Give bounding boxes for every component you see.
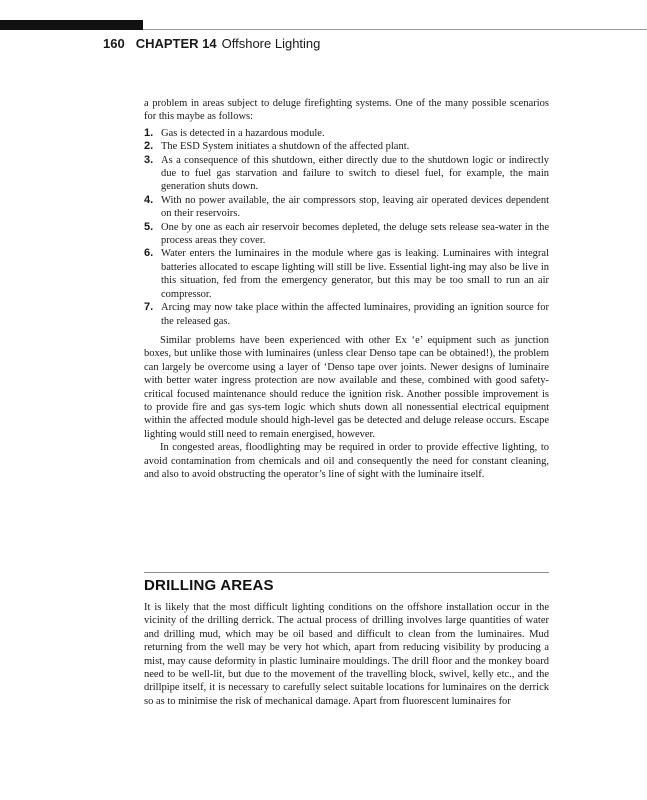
list-item-number: 6. [144, 247, 154, 260]
list-item-number: 7. [144, 301, 154, 314]
section-heading: DRILLING AREAS [144, 577, 274, 594]
list-item [144, 247, 549, 301]
running-header [103, 36, 320, 51]
list-item-text: One by one as each air reservoir becomes depleted, the deluge sets release sea-water in the process areas they cover. [161, 221, 549, 247]
section-rule [144, 572, 549, 573]
list-item-text: As a consequence of this shutdown, either directly due to the shutdown logic or indirectly due to fuel gas starvation and failure to switch to diesel fuel, for example, the main generation shuts down. [161, 154, 549, 193]
list-item [144, 154, 549, 194]
scenario-list [144, 127, 549, 328]
list-item-number: 1. [144, 126, 154, 139]
section-text [144, 601, 549, 708]
list-item [144, 194, 549, 221]
intro-paragraph: a problem in areas subject to deluge firefighting systems. One of the many possible scenarios for this maybe as follows: [144, 98, 549, 123]
list-item [144, 140, 549, 153]
header-bar [0, 20, 143, 30]
list-item [144, 127, 549, 140]
list-item-text: Arcing may now take place within the affected luminaires, providing an ignition source for the released gas. [161, 302, 549, 327]
chapter-title: Offshore Lighting [221, 36, 321, 51]
header-rule [143, 29, 647, 30]
main-text [144, 97, 549, 481]
list-item-number: 3. [144, 153, 154, 166]
list-item-text: Water enters the luminaires in the module where gas is leaking. Luminaires with integral batteries allocated to escape lighting will still be live. Essential light-ing may also be live in this situation, fed from the emergency generator, but this may be too small to run an air compressor. [161, 248, 549, 300]
list-item-text: Gas is detected in a hazardous module. [161, 127, 325, 139]
body-paragraph: In congested areas, floodlighting may be required in order to provide effective lighting, to avoid contamination from chemicals and oil and consequently the need for constant cleaning, and also to avoid obstructing the operator’s line of sight with the luminaire itself. [144, 442, 549, 480]
page-number: 160 [103, 36, 125, 51]
list-item [144, 221, 549, 248]
list-item [144, 301, 549, 328]
list-item-number: 5. [144, 220, 154, 233]
body-paragraph: It is likely that the most difficult lighting conditions on the offshore installation occur in the vicinity of the drilling derrick. The actual process of drilling involves large quantities of water and drilling mud, which may be oil based and difficult to clean from the luminaires. Mud returning from the well may be very hot which, apart from reducing visibility by producing a mist, may cause deformity in plastic luminaire mouldings. The drill floor and the monkey board need to be well-lit, but due to the movement of the travelling block, swivel, kelly etc., and the drillpipe itself, it is necessary to carefully select suitable locations for luminaires on the derrick so as to minimise the risk of mechanical damage. Apart from fluorescent luminaires for [144, 602, 549, 707]
body-paragraph: Similar problems have been experienced with other Ex ‘e’ equipment such as junction boxes, but unlike those with luminaires (unless clear Denso tape can be obtained!), the problem can largely be overcome using a layer of ‘Denso tape over joints. Newer designs of luminaire with better water ingress protection are now available and these, combined with good safety-critical focused maintenance should reduce the ignition risk. Another possible improvement is to provide fire and gas sys-tem logic which shuts down all nonessential electrical equipment within the affected module should high-level gas be detected and deluge release occurs. Escape lighting would still need to remain energised, however. [144, 334, 549, 440]
list-item-text: With no power available, the air compressors stop, leaving air operated devices dependent on their reservoirs. [161, 194, 549, 220]
chapter-label: CHAPTER 14 [135, 36, 217, 51]
list-item-number: 4. [144, 193, 154, 206]
list-item-text: The ESD System initiates a shutdown of the affected plant. [161, 141, 410, 153]
list-item-number: 2. [144, 140, 154, 153]
